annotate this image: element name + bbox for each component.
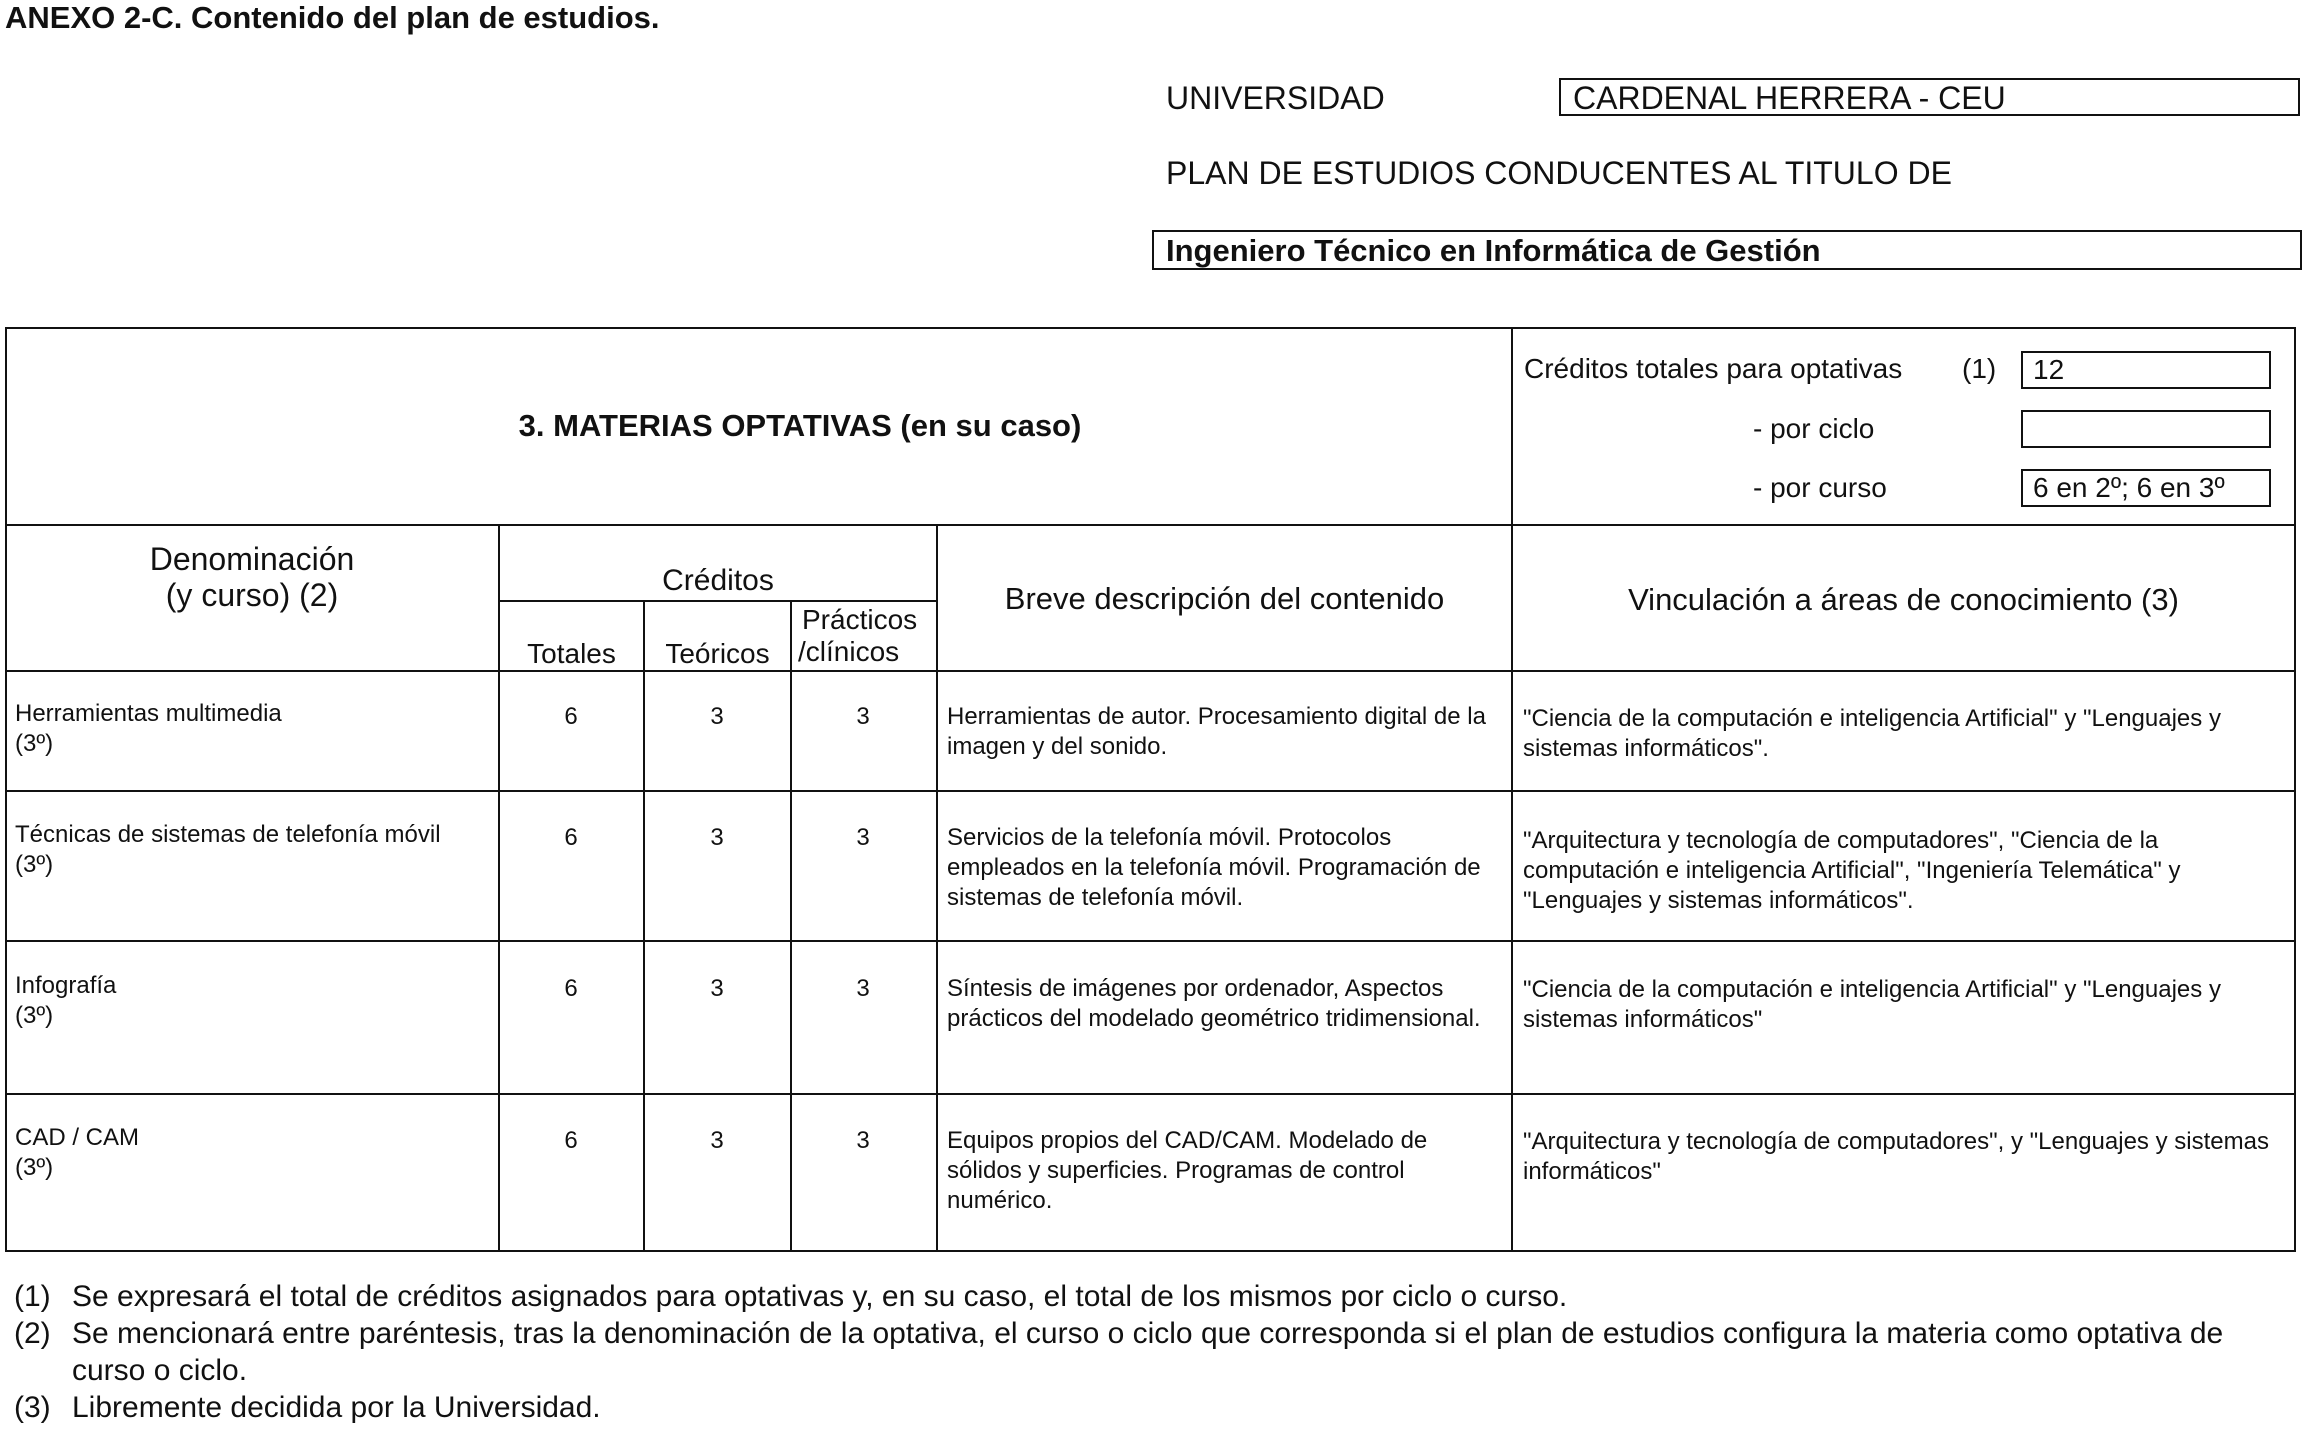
row-3-practicos: 3 xyxy=(856,975,870,1002)
per-course-label: - por curso xyxy=(1753,472,1887,503)
row-2-course: (3º) xyxy=(15,851,54,878)
row-3-areas: "Ciencia de la computación e inteligencia Artificial" y "Lenguajes y sistemas informáticos" xyxy=(1523,976,2221,1033)
row-2-description: Servicios de la telefonía móvil. Protocolos empleados en la telefonía móvil. Programación de sistemas de telefonía móvil. xyxy=(947,824,1481,911)
header-descripcion: Breve descripción del contenido xyxy=(1004,581,1445,616)
section-title: 3. MATERIAS OPTATIVAS (en su caso) xyxy=(518,408,1082,443)
divider-row-1 xyxy=(5,790,2296,792)
footnotes xyxy=(14,1278,2272,1426)
divider-creditos-sub xyxy=(498,600,938,602)
row-1-teoricos: 3 xyxy=(710,703,724,730)
row-3-teoricos: 3 xyxy=(710,975,724,1002)
footnote-1-text: Se expresará el total de créditos asignados para optativas y, en su caso, el total de los mismos por ciclo o curso. xyxy=(72,1280,1568,1313)
row-1-description: Herramientas de autor. Procesamiento digital de la imagen y del sonido. xyxy=(947,703,1486,760)
header-denominacion xyxy=(6,541,498,613)
row-1-course: (3º) xyxy=(15,730,54,757)
row-2-name xyxy=(15,820,493,880)
credits-total-field: 12 xyxy=(2021,351,2271,389)
header-creditos: Créditos xyxy=(662,564,774,597)
divider-teoricos-practicos xyxy=(790,600,792,1252)
header-vinculacion: Vinculación a áreas de conocimiento (3) xyxy=(1628,582,2179,617)
footnote-2-text: Se mencionará entre paréntesis, tras la denominación de la optativa, el curso o ciclo que corresponda si el plan de estudios configura la materia como optativa de curso o ciclo. xyxy=(72,1317,2224,1387)
row-4-totales: 6 xyxy=(564,1127,578,1154)
credits-total-label: Créditos totales para optativas xyxy=(1524,353,1903,384)
university-field: CARDENAL HERRERA - CEU xyxy=(1559,78,2300,116)
row-2-practicos: 3 xyxy=(856,824,870,851)
row-4-areas: "Arquitectura y tecnología de computadores", y "Lenguajes y sistemas informáticos" xyxy=(1523,1128,2269,1185)
row-4-practicos: 3 xyxy=(856,1127,870,1154)
row-3-description: Síntesis de imágenes por ordenador, Aspectos prácticos del modelado geométrico tridimensional. xyxy=(947,975,1481,1032)
row-4-name xyxy=(15,1123,490,1183)
university-label: UNIVERSIDAD xyxy=(1166,80,1385,116)
footnote-3-number: (3) xyxy=(14,1391,51,1424)
divider-top-section xyxy=(5,524,2296,526)
footnote-2-number: (2) xyxy=(14,1317,51,1350)
divider-credits-description xyxy=(936,524,938,1252)
divider-totales-teoricos xyxy=(643,600,645,1252)
row-1-practicos: 3 xyxy=(856,703,870,730)
per-course-field: 6 en 2º; 6 en 3º xyxy=(2021,469,2271,507)
per-cycle-label: - por ciclo xyxy=(1753,413,1875,444)
row-4-name-text: CAD / CAM xyxy=(15,1124,140,1151)
row-1-totales: 6 xyxy=(564,703,578,730)
degree-title-field: Ingeniero Técnico en Informática de Gestión xyxy=(1152,230,2302,270)
credits-total-ref: (1) xyxy=(1962,353,1997,384)
plan-label: PLAN DE ESTUDIOS CONDUCENTES AL TITULO DE xyxy=(1166,155,1952,191)
row-4-description: Equipos propios del CAD/CAM. Modelado de sólidos y superficies. Programas de control numérico. xyxy=(947,1127,1428,1214)
row-2-totales: 6 xyxy=(564,824,578,851)
header-practicos xyxy=(798,604,917,668)
row-2-areas: "Arquitectura y tecnología de computadores", "Ciencia de la computación e inteligencia Artificial", "Ingeniería Telemática" y "Lenguajes y sistemas informáticos". xyxy=(1523,827,2181,914)
row-1-name-text: Herramientas multimedia xyxy=(15,700,282,727)
row-1-name xyxy=(15,699,490,759)
header-practicos-line1: Prácticos xyxy=(802,604,918,635)
footnote-3-text: Libremente decidida por la Universidad. xyxy=(72,1391,601,1424)
row-3-name xyxy=(15,971,490,1031)
row-3-totales: 6 xyxy=(564,975,578,1002)
divider-row-3 xyxy=(5,1093,2296,1095)
row-4-course: (3º) xyxy=(15,1154,54,1181)
row-3-name-text: Infografía xyxy=(15,972,117,999)
row-2-teoricos: 3 xyxy=(710,824,724,851)
header-denominacion-line1: Denominación xyxy=(149,541,355,577)
divider-row-2 xyxy=(5,940,2296,942)
header-teoricos: Teóricos xyxy=(665,638,770,669)
row-2-name-text: Técnicas de sistemas de telefonía móvil xyxy=(15,821,441,848)
header-totales: Totales xyxy=(527,638,616,669)
annex-title: ANEXO 2-C. Contenido del plan de estudios. xyxy=(5,0,660,35)
row-3-course: (3º) xyxy=(15,1002,54,1029)
header-practicos-line2: /clínicos xyxy=(798,636,900,667)
header-denominacion-line2: (y curso) (2) xyxy=(165,577,339,613)
footnote-1-number: (1) xyxy=(14,1280,51,1313)
row-1-areas: "Ciencia de la computación e inteligencia Artificial" y "Lenguajes y sistemas informáticos". xyxy=(1523,705,2221,762)
table-border-top xyxy=(5,327,2296,329)
footnote-1 xyxy=(14,1278,2272,1315)
divider-name-credits xyxy=(498,524,500,1252)
footnote-3 xyxy=(14,1389,2272,1426)
divider-column-headers xyxy=(5,670,2296,672)
table-border-bottom xyxy=(5,1250,2296,1252)
per-cycle-field xyxy=(2021,410,2271,448)
row-4-teoricos: 3 xyxy=(710,1127,724,1154)
footnote-2 xyxy=(14,1315,2272,1389)
